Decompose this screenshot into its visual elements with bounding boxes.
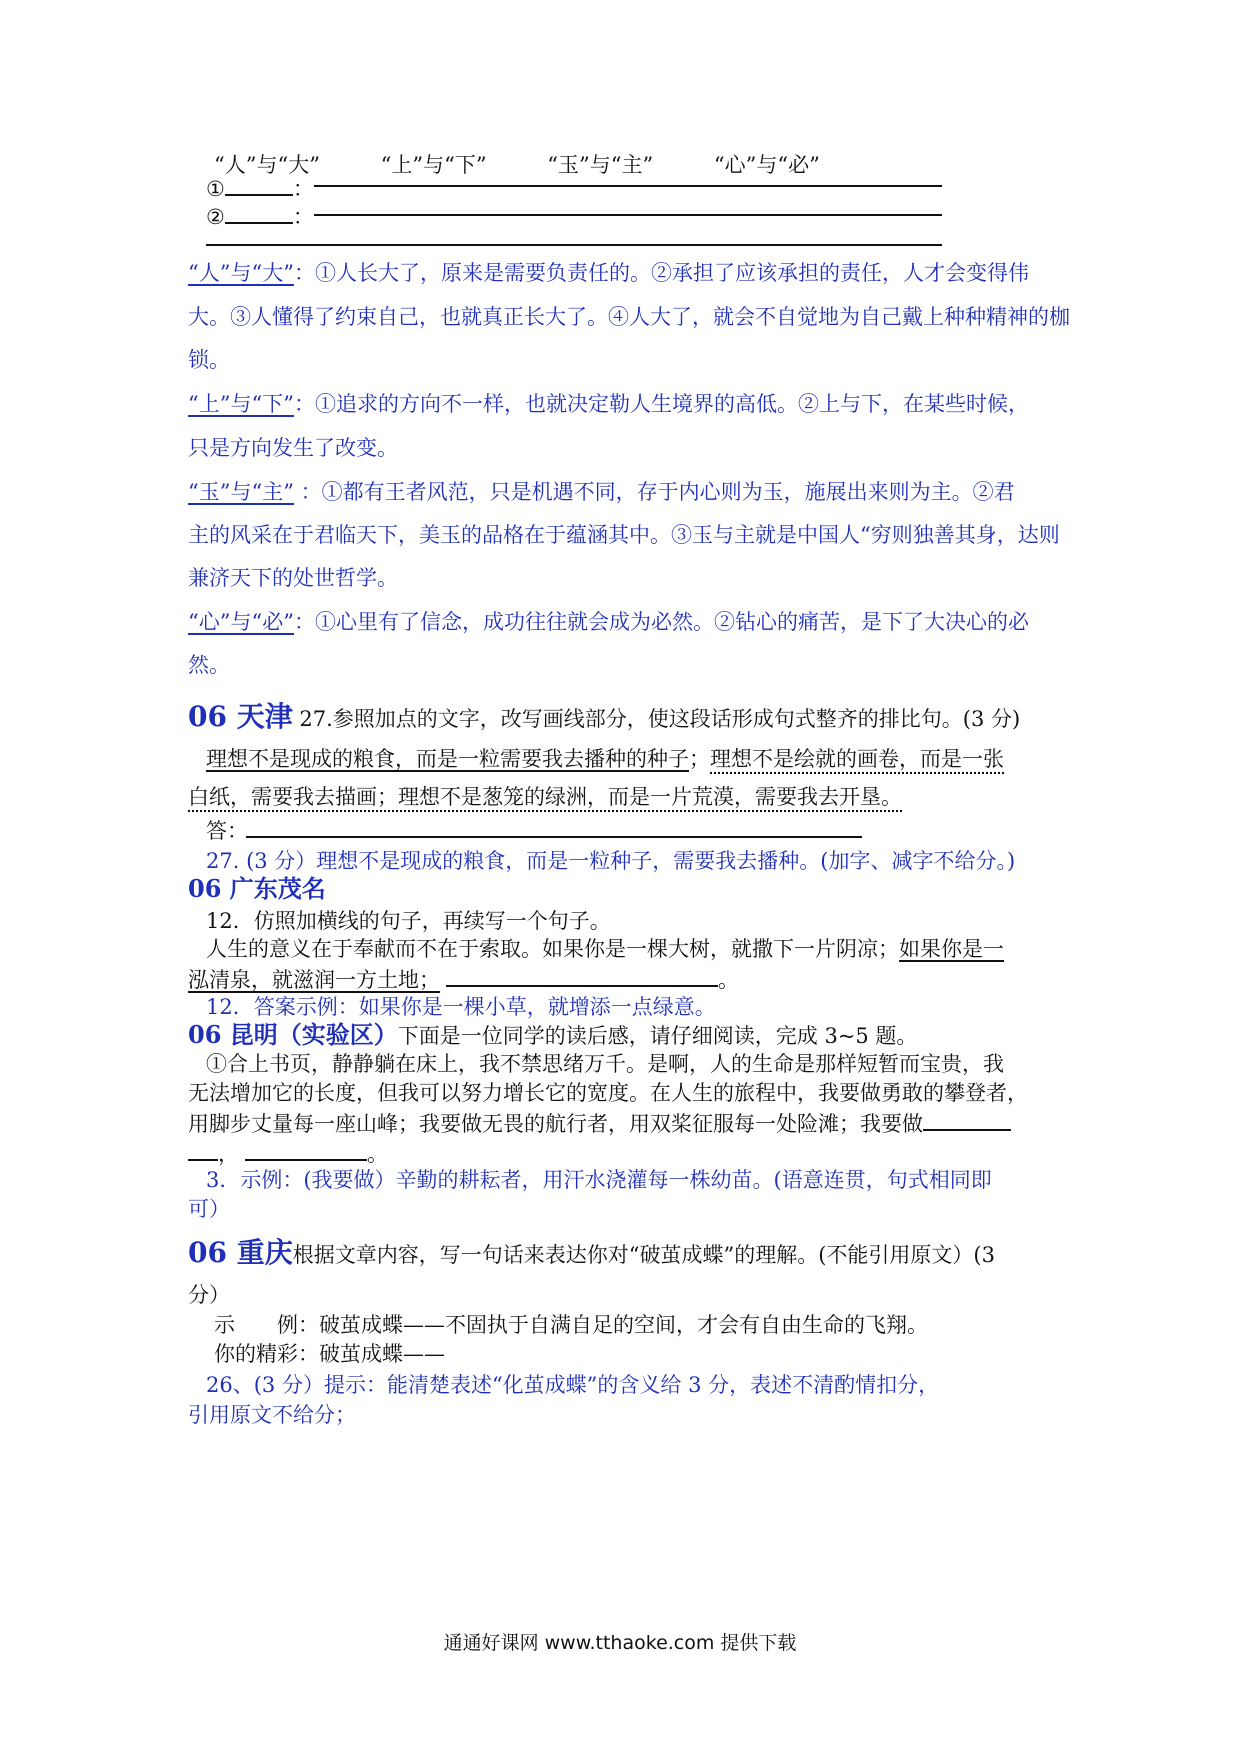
answer-shang-xia-line-1: “上”与“下”：①追求的方向不一样，也就决定勒人生境界的高低。②上与下，在某些时候，	[188, 392, 1029, 416]
maoming-title-row	[188, 874, 1058, 905]
chongqing-answer-line-1: 26、(3 分）提示：能清楚表述“化茧成蝶”的含义给 3 分，表述不清酌情扣分，	[206, 1373, 940, 1397]
pair-2: “上”与“下”	[380, 153, 487, 177]
chongqing-title: 06 重庆	[188, 1236, 293, 1269]
answer-xin-bi-line-2: 然。	[188, 653, 230, 677]
kunming-line-2: 无法增加它的长度，但我可以努力增长它的宽度。在人生的旅程中，我要做勇敢的攀登者，	[188, 1081, 1028, 1105]
pair-3: “玉”与“主”	[547, 153, 654, 177]
maoming-question: 12．仿照加横线的句子，再续写一个句子。	[206, 909, 611, 933]
answer-shang-xia-label: “上”与“下”	[188, 392, 294, 416]
answer-ren-da-line-3: 锁。	[188, 348, 230, 372]
blank-2-number: ②	[206, 205, 225, 229]
chongqing-example: 示 例：破茧成蝶——不固执于自满自足的空间，才会有自由生命的飞翔。	[214, 1313, 928, 1337]
chongqing-example-label: 示 例：	[214, 1313, 319, 1337]
tianjin-answer-label: 答：	[206, 819, 248, 843]
kunming-answer-line-2: 可）	[188, 1197, 230, 1221]
answer-yu-zhu-label: “玉”与“主”	[188, 480, 294, 504]
blank-2-colon: ：	[292, 205, 314, 229]
maoming-underlined-2: 泓清泉，就滋润一方土地；	[188, 968, 440, 992]
blank-1-label-line[interactable]	[225, 172, 293, 196]
kunming-line-3: 用脚步丈量每一座山峰；我要做无畏的航行者，用双桨征服每一处险滩；我要做	[188, 1107, 1058, 1139]
tianjin-dotted-2: 白纸，需要我去描画；理想不是葱笼的绿洲，而是一片荒漠，需要我去开垦。	[188, 785, 902, 809]
pair-1: “人”与“大”	[214, 153, 320, 177]
chongqing-question-line-2: 分）	[188, 1283, 230, 1307]
chongqing-answer-line-2: 引用原文不给分；	[188, 1403, 356, 1427]
blank-2-label-line[interactable]	[225, 200, 293, 224]
answer-ren-da-line-1: “人”与“大”：①人长大了，原来是需要负责任的。②承担了应该承担的责任，人才会变得伟	[188, 261, 1029, 285]
kunming-blank-1a[interactable]	[923, 1107, 1011, 1131]
page-footer: 通通好课网 www.tthaoke.com 提供下载	[443, 1632, 797, 1654]
maoming-text-line-2: 泓清泉，就滋润一方土地； 。	[188, 963, 1058, 995]
kunming-answer-line-1: 3．示例：(我要做）辛勤的耕耘者，用汗水浇灌每一株幼苗。(语意连贯，句式相同即	[206, 1168, 992, 1192]
kunming-title: 06 昆明（实验区）	[188, 1020, 398, 1049]
tianjin-passage-line-2	[188, 782, 1058, 812]
tianjin-question: 06 天津 27.参照加点的文字，改写画线部分，使这段话形成句式整齐的排比句。(3 分)	[188, 700, 1021, 733]
maoming-title: 06 广东茂名	[188, 874, 326, 903]
answer-ren-da-label: “人”与“大”	[188, 261, 294, 285]
tianjin-title: 06 天津	[188, 700, 293, 733]
kunming-line-4: ， 。	[188, 1137, 1058, 1169]
maoming-underlined-1: 如果你是一	[899, 937, 1004, 961]
answer-xin-bi-label: “心”与“必”	[188, 610, 294, 634]
maoming-text-line-1: 人生的意义在于奉献而不在于索取。如果你是一棵大树，就撒下一片阴凉；如果你是一	[206, 937, 1004, 961]
kunming-blank-2[interactable]	[245, 1137, 367, 1161]
tianjin-passage-line-1: 理想不是现成的粮食，而是一粒需要我去播种的种子；理想不是绘就的画卷，而是一张	[206, 747, 1004, 771]
kunming-question: 06 昆明（实验区）下面是一位同学的读后感，请仔细阅读，完成 3~5 题。	[188, 1020, 918, 1049]
pair-4: “心”与“必”	[713, 153, 820, 177]
blank-extra-line[interactable]	[206, 244, 942, 246]
tianjin-answer-line[interactable]	[246, 836, 862, 838]
tianjin-answer: 27. (3 分）理想不是现成的粮食，而是一粒种子，需要我去播种。(加字、减字不给分。)	[206, 849, 1016, 873]
answer-shang-xia-line-2: 只是方向发生了改变。	[188, 436, 398, 460]
answer-yu-zhu-line-3: 兼济天下的处世哲学。	[188, 566, 398, 590]
answer-xin-bi-line-1: “心”与“必”：①心里有了信念，成功往往就会成为必然。②钻心的痛苦，是下了大决心的必	[188, 610, 1029, 634]
blank-2-answer-line[interactable]	[314, 214, 942, 216]
kunming-blank-1b[interactable]	[188, 1137, 218, 1161]
blank-row-2	[206, 200, 1076, 232]
chongqing-yours: 你的精彩：破茧成蝶——	[214, 1342, 445, 1366]
answer-ren-da-line-2: 大。③人懂得了约束自己，也就真正长大了。④人大了，就会不自觉地为自己戴上种种精神的枷	[188, 305, 1070, 329]
maoming-answer: 12．答案示例：如果你是一棵小草，就增添一点绿意。	[206, 995, 716, 1019]
answer-yu-zhu-line-2: 主的风采在于君临天下，美玉的品格在于蕴涵其中。③玉与主就是中国人“穷则独善其身，达则	[188, 523, 1060, 547]
blank-1-answer-line[interactable]	[314, 185, 942, 187]
answer-yu-zhu-line-1: “玉”与“主” ：①都有王者风范，只是机遇不同，存于内心则为玉，施展出来则为主。②君	[188, 480, 1015, 504]
kunming-line-1: ①合上书页，静静躺在床上，我不禁思绪万千。是啊，人的生命是那样短暂而宝贵，我	[206, 1052, 1004, 1076]
blank-1-number: ①	[206, 177, 225, 201]
maoming-blank[interactable]	[446, 963, 718, 987]
tianjin-dotted-1: 理想不是绘就的画卷，而是一张	[710, 747, 1004, 771]
blank-1-colon: ：	[292, 177, 314, 201]
chongqing-question-line-1: 06 重庆根据文章内容，写一句话来表达你对“破茧成蝶”的理解。(不能引用原文）(3	[188, 1236, 995, 1269]
tianjin-underlined: 理想不是现成的粮食，而是一粒需要我去播种的种子	[206, 747, 689, 771]
